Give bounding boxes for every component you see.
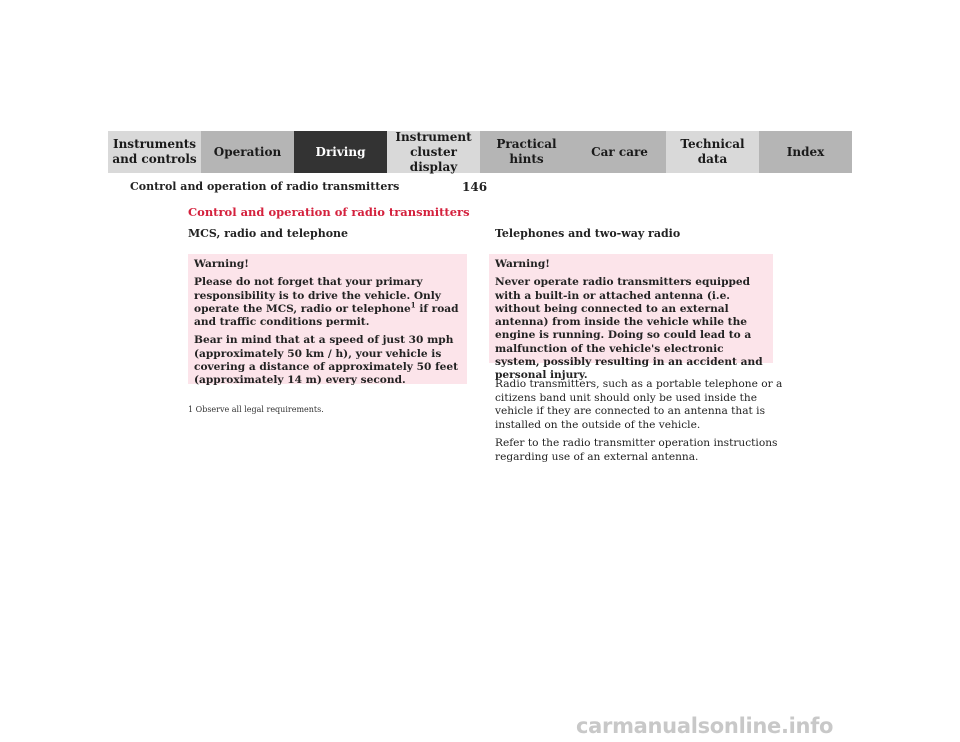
tab-index[interactable]: Index (759, 131, 852, 173)
tab-instrument-cluster-display[interactable]: Instrument cluster display (387, 131, 480, 173)
warning-paragraph-2: Bear in mind that at a speed of just 30 mph (approximately 50 km / h), your vehicle is covering a distance of approximately 50 feet (approximately 14 m) every second. (194, 334, 459, 387)
warning-box-left (188, 254, 467, 387)
page-number: 146 (462, 180, 488, 194)
tab-car-care[interactable]: Car care (573, 131, 666, 173)
section-nav (108, 131, 852, 173)
footnote-marker: 1 (410, 300, 416, 310)
paragraph-2: Refer to the radio transmitter operation instructions regarding use of an external antenna. (495, 437, 778, 463)
warning-heading: Warning! (194, 258, 249, 270)
tab-instruments-and-controls[interactable]: Instruments and controls (108, 131, 201, 173)
subheading-telephones-two-way-radio: Telephones and two-way radio (495, 227, 681, 240)
subheading-mcs-radio-telephone: MCS, radio and telephone (188, 227, 349, 240)
warning-paragraph-1: Please do not forget that your primary responsibility is to drive the vehicle. Only operate the MCS, radio or telephone$^1$ if road and traffic conditions permit. (194, 276, 459, 329)
warning-heading: Warning! (495, 258, 550, 270)
header-title: Control and operation of radio transmitters (130, 180, 400, 193)
warning-text: Never operate radio transmitters equipped with a built-in or attached antenna (i.e. without being connected to an external antenna) from inside the vehicle while the engine is running. Doing so could lead to a malfunction of the vehicle's electronic system, possibly resulting in an accident and personal injury. (495, 276, 763, 382)
warning-box-right (489, 254, 773, 382)
watermark-logo: carmanualsonline.info (576, 714, 834, 738)
body-text-right (495, 378, 785, 469)
paragraph-1: Radio transmitters, such as a portable telephone or a citizens band unit should only be used inside the vehicle if they are connected to an antenna that is installed on the outside of the vehicle. (495, 378, 783, 431)
section-title: Control and operation of radio transmitters (188, 205, 470, 219)
page-header (130, 180, 850, 194)
footnote: 1 Observe all legal requirements. (188, 405, 324, 414)
tab-operation[interactable]: Operation (201, 131, 294, 173)
tab-practical-hints[interactable]: Practical hints (480, 131, 573, 173)
tab-technical-data[interactable]: Technical data (666, 131, 759, 173)
tab-driving[interactable]: Driving (294, 131, 387, 173)
